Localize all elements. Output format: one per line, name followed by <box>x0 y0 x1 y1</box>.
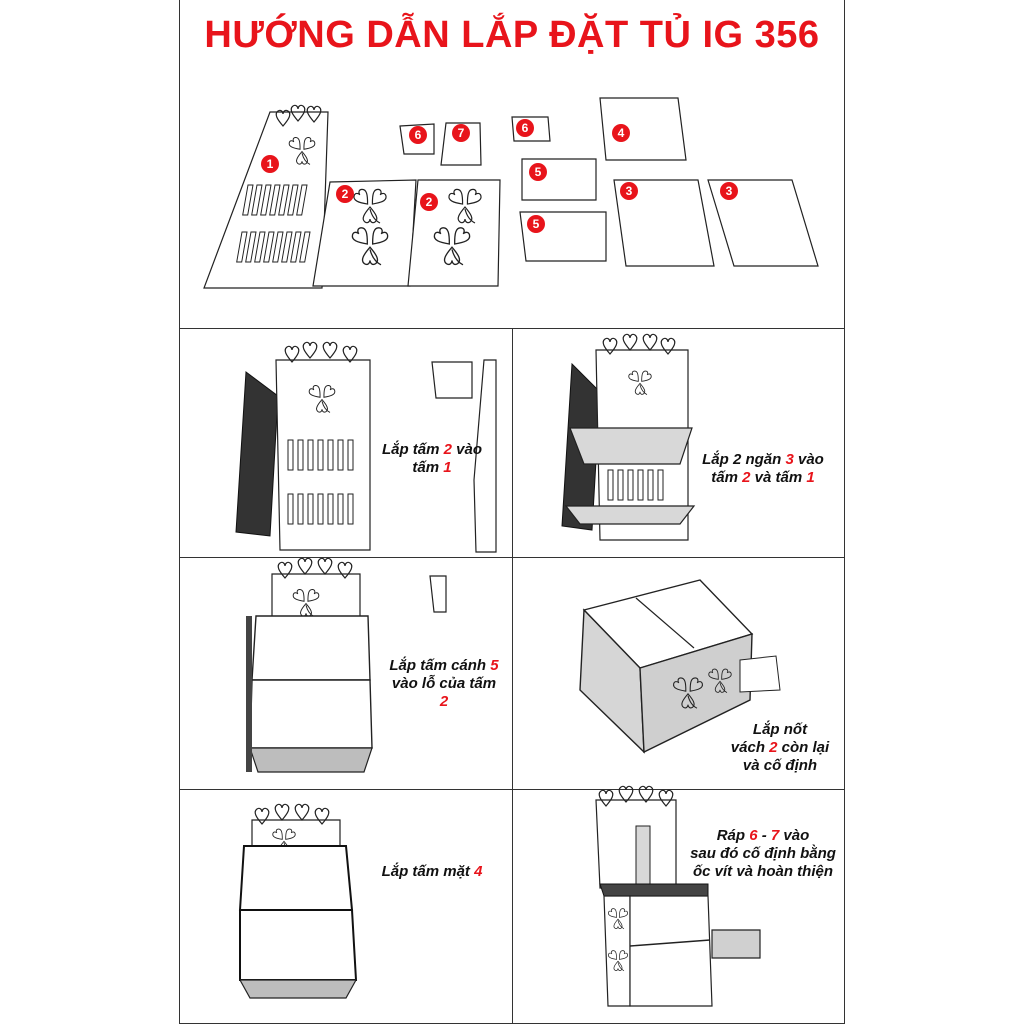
step-3-caption: Lắp tấm cánh 5 vào lỗ của tấm 2 <box>389 657 499 710</box>
part-number-badge <box>612 124 630 142</box>
svg-text:3: 3 <box>725 184 733 198</box>
part-number-badge <box>261 155 279 173</box>
step-1-caption: Lắp tấm 2 vào tấm 1 <box>381 441 483 476</box>
part-number-badge <box>516 119 534 137</box>
svg-text:4: 4 <box>617 126 625 140</box>
svg-text:6: 6 <box>414 128 422 142</box>
step-6-caption: Ráp 6 - 7 vào sau đó cố định bằng ốc vít và hoàn thiện <box>690 827 836 880</box>
part-number-badge <box>452 124 470 142</box>
svg-text:5: 5 <box>534 165 542 179</box>
part-number-badge <box>527 215 545 233</box>
step-2-caption: Lắp 2 ngăn 3 vào tấm 2 và tấm 1 <box>702 451 824 486</box>
part-number-badge <box>620 182 638 200</box>
step-4-caption: Lắp nốt vách 2 còn lại và cố định <box>730 721 830 774</box>
svg-text:3: 3 <box>625 184 633 198</box>
page-title: HƯỚNG DẪN LẮP ĐẶT TỦ IG 356 <box>204 14 820 56</box>
part-number-badge <box>720 182 738 200</box>
part-number-badge <box>336 185 354 203</box>
part-number-badge <box>409 126 427 144</box>
svg-text:2: 2 <box>341 187 349 201</box>
part-number-badge <box>529 163 547 181</box>
part-number-badge <box>420 193 438 211</box>
step-5-caption: Lắp tấm mặt 4 <box>381 863 483 880</box>
svg-text:5: 5 <box>532 217 540 231</box>
svg-text:7: 7 <box>457 126 465 140</box>
svg-text:6: 6 <box>521 121 529 135</box>
svg-text:1: 1 <box>266 157 274 171</box>
svg-text:2: 2 <box>425 195 433 209</box>
